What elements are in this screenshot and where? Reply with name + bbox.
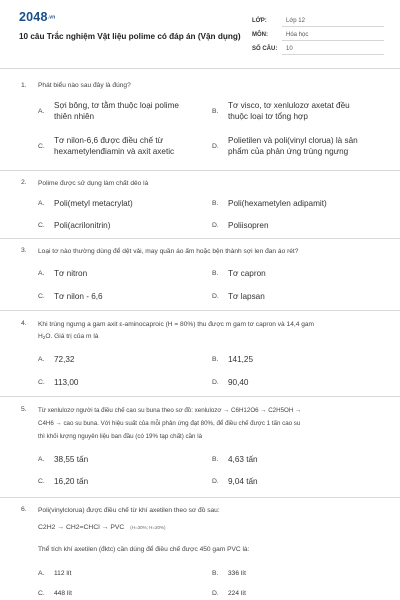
option-text: Tơ visco, tơ xenlulozơ axetat đều — [228, 101, 350, 110]
meta-row-count — [252, 42, 384, 56]
divider — [0, 396, 400, 397]
question-text: Polime được sử dụng làm chất dẻo là — [38, 180, 149, 187]
question-text: Từ xenlulozơ người ta điều chế cao su buna theo sơ đồ: xenlulozơ → C6H12O6 → C2H5OH → — [38, 407, 302, 414]
option-letter: D. — [212, 590, 219, 597]
option-letter: C. — [38, 143, 45, 150]
divider — [0, 68, 400, 69]
option-text: 448 lít — [54, 590, 72, 597]
option-text: Tơ nilon - 6,6 — [54, 292, 103, 301]
option-text: Poli(hexametylen adipamit) — [228, 199, 327, 208]
option-b[interactable] — [212, 198, 382, 209]
option-text: Tơ lapsan — [228, 292, 265, 301]
meta-label: SỐ CÂU: — [252, 46, 278, 52]
question-text: Thể tích khí axetilen (đktc) cần dùng để điều chế được 450 gam PVC là: — [38, 546, 250, 553]
option-text: 90,40 — [228, 378, 249, 387]
meta-row-grade — [252, 14, 384, 28]
option-b[interactable] — [212, 268, 382, 279]
option-letter: B. — [212, 108, 219, 115]
option-text: Tơ capron — [228, 269, 266, 278]
question-text: Loại tơ nào thường dùng để dệt vải, may quần áo ấm hoặc bện thành sợi len đan áo rét? — [38, 248, 299, 255]
meta-value: 10 — [282, 43, 384, 55]
question-text-line-2 — [38, 331, 378, 343]
option-c[interactable] — [38, 588, 198, 599]
option-d[interactable] — [212, 291, 382, 302]
option-letter: A. — [38, 108, 45, 115]
meta-info — [252, 14, 384, 56]
option-c[interactable] — [38, 377, 198, 388]
option-text: Tơ nilon-6,6 được điều chế từ — [54, 136, 164, 145]
option-text: Poli(acrilonitrin) — [54, 221, 111, 230]
formula-subscript: 2 — [42, 335, 46, 340]
question-text: thì khối lượng nguyên liệu ban đầu (có 19% tạp chất) cần là — [38, 433, 203, 440]
option-letter: A. — [38, 570, 45, 577]
option-text: Polietilen và poli(vinyl clorua) là sản — [228, 136, 358, 145]
option-letter: D. — [212, 222, 219, 229]
question-number: 5. — [21, 406, 27, 413]
option-text: 112 lít — [54, 570, 72, 577]
option-b[interactable] — [212, 454, 382, 465]
option-text: 9,04 tấn — [228, 477, 258, 486]
option-letter: B. — [212, 270, 219, 277]
divider — [0, 238, 400, 239]
meta-row-subject — [252, 28, 384, 42]
page-title: 10 câu Trắc nghiệm Vật liệu polime có đáp án (Vận dụng) — [19, 32, 241, 41]
question-number: 4. — [21, 320, 27, 327]
option-text: Poliisopren — [228, 221, 269, 230]
option-text: Poli(metyl metacrylat) — [54, 199, 133, 208]
scheme-text: C2H2 → CH2=CHCl → PVC — [38, 524, 125, 531]
question-text-tail: O. Giá trị của m là — [45, 333, 99, 340]
option-letter: A. — [38, 356, 45, 363]
option-text: thiên nhiên — [54, 112, 95, 121]
option-letter: C. — [38, 379, 45, 386]
site-logo[interactable] — [19, 10, 55, 24]
page-header — [0, 0, 400, 68]
option-c[interactable] — [38, 291, 198, 302]
option-a[interactable] — [38, 268, 198, 279]
question-text: Phát biểu nào sau đây là đúng? — [38, 82, 131, 89]
logo-text: 2048 — [19, 10, 48, 24]
option-letter: C. — [38, 222, 45, 229]
option-text: 336 lít — [228, 570, 246, 577]
option-d[interactable] — [212, 377, 382, 388]
meta-label: MÔN: — [252, 32, 268, 38]
option-a[interactable] — [38, 354, 198, 365]
meta-value: Lớp 12 — [282, 15, 384, 27]
option-a[interactable] — [38, 454, 198, 465]
divider — [0, 170, 400, 171]
option-letter: C. — [38, 293, 45, 300]
option-text: 113,00 — [54, 378, 79, 387]
option-a[interactable] — [38, 568, 198, 579]
option-text: Sợi bông, tơ tằm thuộc loại polime — [54, 101, 179, 110]
formula-part: H — [38, 333, 43, 340]
question-number: 2. — [21, 179, 27, 186]
option-d[interactable] — [212, 220, 382, 231]
option-letter: B. — [212, 456, 219, 463]
yield-2: H=20% — [149, 525, 164, 530]
option-letter: C. — [38, 478, 45, 485]
option-d[interactable] — [212, 588, 382, 599]
divider — [0, 497, 400, 498]
option-letter: A. — [38, 270, 45, 277]
option-text: 16,20 tấn — [54, 477, 89, 486]
option-letter: B. — [212, 570, 219, 577]
option-text: 224 lít — [228, 590, 246, 597]
scheme-yields: (H=30%; H=20%) — [130, 525, 166, 530]
option-text: 38,55 tấn — [54, 455, 89, 464]
option-c[interactable] — [38, 220, 198, 231]
option-text: thuộc loại tơ tổng hợp — [228, 112, 308, 121]
option-text: Tơ nitron — [54, 269, 88, 278]
option-text: hexametylenđiamin và axit axetic — [54, 147, 175, 156]
option-letter: B. — [212, 200, 219, 207]
question-number: 1. — [21, 82, 27, 89]
option-letter: D. — [212, 478, 219, 485]
question-number: 3. — [21, 247, 27, 254]
option-letter: A. — [38, 456, 45, 463]
option-letter: C. — [38, 590, 45, 597]
option-b[interactable] — [212, 568, 382, 579]
reaction-scheme — [38, 524, 166, 531]
question-number: 6. — [21, 506, 27, 513]
option-letter: D. — [212, 293, 219, 300]
option-letter: B. — [212, 356, 219, 363]
logo-suffix: .vn — [47, 14, 56, 21]
meta-value: Hóa học — [282, 29, 384, 41]
question-text: Poli(vinylclorua) được điều chế từ khí axetilen theo sơ đồ sau: — [38, 507, 220, 514]
option-a[interactable] — [38, 198, 198, 209]
option-letter: A. — [38, 200, 45, 207]
option-text: 4,63 tấn — [228, 455, 258, 464]
option-c[interactable] — [38, 476, 198, 487]
option-d[interactable] — [212, 476, 382, 487]
option-letter: D. — [212, 143, 219, 150]
divider — [0, 310, 400, 311]
option-letter: D. — [212, 379, 219, 386]
option-text: 72,32 — [54, 355, 75, 364]
question-text: C4H6 → cao su buna. Với hiệu suất của mỗi phản ứng đạt 80%, để điều chế được 1 tấn cao su — [38, 420, 301, 427]
option-text: phẩm của phản ứng trùng ngưng — [228, 147, 349, 156]
question-text: Khi trùng ngưng a gam axit ε-aminocaproic (H = 80%) thu được m gam tơ capron và 14,4 gam — [38, 321, 315, 328]
option-text: 141,25 — [228, 355, 254, 364]
yield-1: H=30% — [131, 525, 147, 530]
meta-label: LỚP: — [252, 18, 267, 24]
option-b[interactable] — [212, 354, 382, 365]
